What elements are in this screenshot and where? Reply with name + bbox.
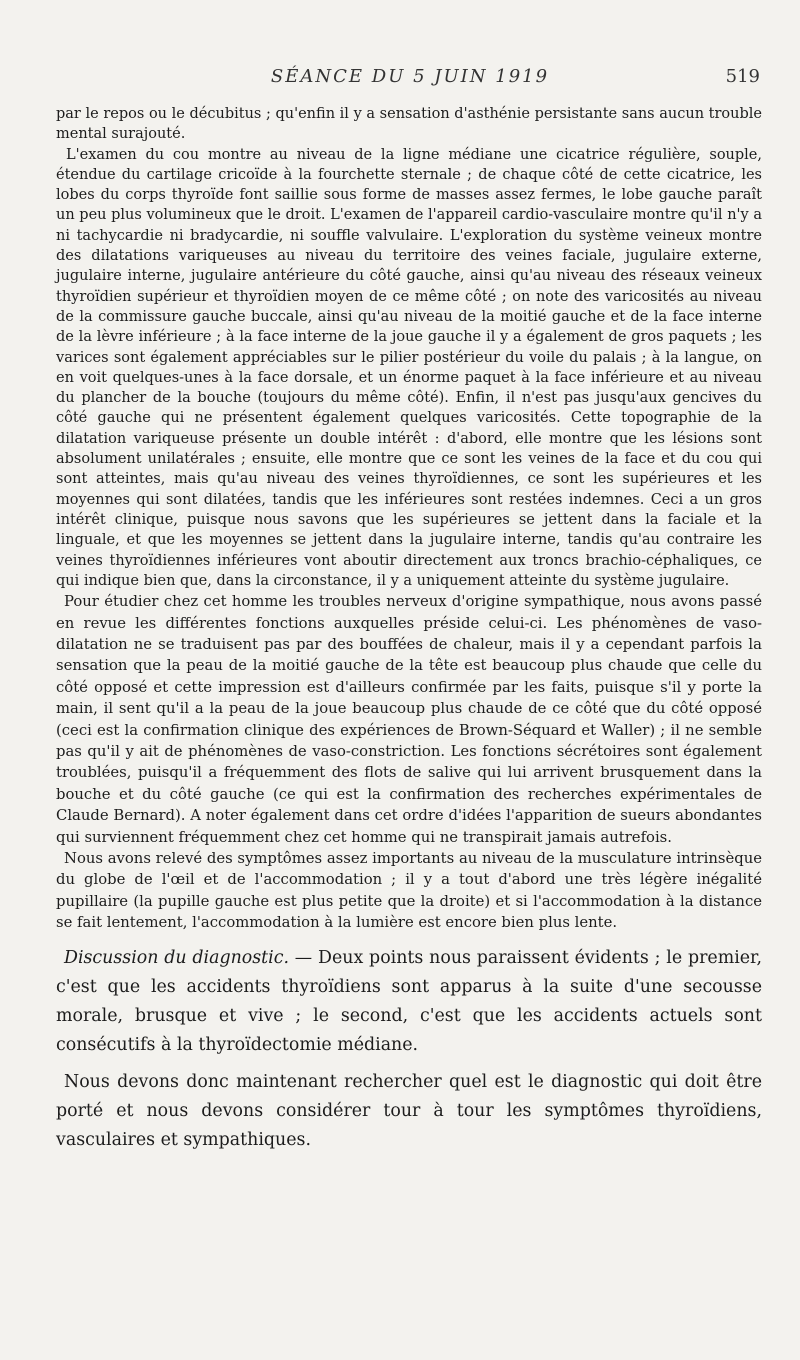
paragraph: Nous devons donc maintenant rechercher quel est le diagnostic qui doit être porté et nous devons considérer tour à tour les symptômes thyroïdiens, vasculaires et sympathiques.	[56, 1071, 762, 1150]
clinical-exam-section	[56, 104, 762, 591]
sympathetic-section	[56, 591, 762, 934]
paragraph: par le repos ou le décubitus ; qu'enfin il y a sensation d'asthénie persistante sans aucun trouble mental surajouté.	[56, 106, 762, 143]
page-body	[56, 104, 762, 1155]
paragraph	[56, 944, 762, 1060]
running-title: SÉANCE DU 5 JUIN 1919	[270, 66, 550, 87]
paragraph: Pour étudier chez cet homme les troubles nerveux d'origine sympathique, nous avons passé en revue les différentes fonctions auxquelles préside celui-ci. Les phénomènes de vaso-dilatation ne se traduisent pas par des bouffées de chaleur, mais il y a cependant parfois la sensation que la peau de la moitié gauche de la tête est beaucoup plus chaude que celle du côté opposé et cette impression est d'ailleurs confirmée par les faits, puisque s'il y porte la main, il sent qu'il a la peau de la joue beaucoup plus chaude de ce côté que du côté opposé (ceci est la confirmation clinique des expériences de Brown-Séquard et Waller) ; il ne semble pas qu'il y ait de phénomènes de vaso-constriction. Les fonctions sécrétoires sont également troublées, puisqu'il a fréquemment des flots de salive qui lui arrivent brusquement dans la bouche et du côté gauche (ce qui est la confirmation des recherches expérimentales de Claude Bernard). A noter également dans cet ordre d'idées l'apparition de sueurs abondantes qui surviennent fréquemment chez cet homme qui ne transpirait jamais autrefois.	[56, 593, 762, 846]
paragraph: L'examen du cou montre au niveau de la ligne médiane une cicatrice régulière, souple, étendue du cartilage cricoïde à la fourchette sternale ; de chaque côté de cette cicatrice, les lobes du corps thyroïde font saillie sous forme de masses assez fermes, le lobe gauche paraît un peu plus volumineux que le droit. L'examen de l'appareil cardio-vasculaire montre qu'il n'y a ni tachycardie ni bradycardie, ni souffle valvulaire. L'exploration du système veineux montre des dilatations variqueuses au niveau du territoire des veines faciale, jugulaire externe, jugulaire interne, jugulaire antérieure du côté gauche, ainsi qu'au niveau des réseaux veineux thyroïdien supérieur et thyroïdien moyen de ce même côté ; on note des varicosités au niveau de la commissure gauche buccale, ainsi qu'au niveau de la moitié gauche et de la face interne de la lèvre inférieure ; à la face interne de la joue gauche il y a également de gros paquets ; les varices sont également appréciables sur le pilier postérieur du voile du palais ; à la langue, on en voit quelques-unes à la face dorsale, et un énorme paquet à la face inférieure et au niveau du plancher de la bouche (toujours du même côté). Enfin, il n'est pas jusqu'aux gencives du côté gauche qui ne présentent également quelques varicosités. Cette topographie de la dilatation variqueuse présente un double intérêt : d'abord, elle montre que les lésions sont absolument unilatérales ; ensuite, elle montre que ce sont les veines de la face et du cou qui sont atteintes, mais qu'au niveau des veines thyroïdiennes, ce sont les supérieures et les moyennes qui sont dilatées, tandis que les inférieures sont restées indemnes. Ceci a un gros intérêt clinique, puisque nous savons que les supérieures se jettent dans la faciale et la linguale, et que les moyennes se jettent dans la jugulaire interne, tandis qu'au contraire les veines thyroïdiennes inférieures vont aboutir directement aux troncs brachio-céphaliques, ce qui indique bien que, dans la circonstance, il y a uniquement atteinte du système jugulaire.	[56, 146, 762, 589]
running-header	[60, 66, 760, 96]
paragraph: Nous avons relevé des symptômes assez importants au niveau de la musculature intrinsèque du globe de l'œil et de l'accommodation ; il y a tout d'abord une très légère inégalité pupillaire (la pupille gauche est plus petite que la droite) et si l'accommodation à la distance se fait lentement, l'accommodation à la lumière est encore bien plus lente.	[56, 850, 762, 932]
section-heading: Discussion du diagnostic. —	[64, 947, 313, 968]
paragraph-text: Deux points nous paraissent évidents ; le premier, c'est que les accidents thyroïdiens sont apparus à la suite d'une secousse morale, brusque et vive ; le second, c'est que les accidents actuels sont consécutifs à la thyroïdectomie médiane.	[56, 947, 762, 1055]
discussion-section	[56, 944, 762, 1155]
page-number: 519	[725, 66, 760, 87]
